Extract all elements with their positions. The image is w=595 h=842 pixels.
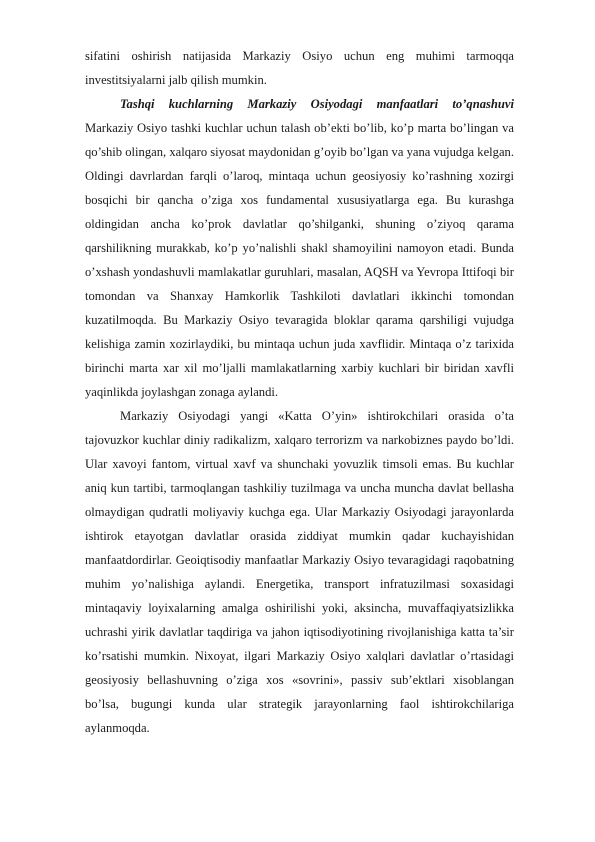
section-heading: Tashqi kuchlarning Markaziy Osiyodagi manfaatlari to’qnashuvi	[120, 97, 514, 111]
paragraph-great-game: Markaziy Osiyodagi yangi «Katta O’yin» ishtirokchilari orasida o’ta tajovuzkor kuchlar diniy radikalizm, xalqaro terrorizm va narkobiznes paydo bo’ldi. Ular xavoyi fantom, virtual xavf va shunchaki yovuzlik timsoli emas. Bu kuchlar aniq kun tartibi, tarmoqlangan tashkiliy tuzilmaga va uncha muncha davlat bellasha olmaydigan qudratli moliyaviy kuchga ega. Ular Markaziy Osiyodagi jarayonlarda ishtirok etayotgan davlatlar orasida ziddiyat mumkin qadar kuchayishidan manfaatdordirlar. Geoiqtisodiy manfaatlar Markaziy Osiyo tevaragidagi raqobatning muhim yo’nalishiga aylandi. Energetika, transport infratuzilmasi soxasidagi mintaqaviy loyixalarning amalga oshirilishi yoki, aksincha, muvaffaqiyatsizlikka uchrashi yirik davlatlar taqdiriga va jahon iqtisodiyotining rivojlanishiga katta ta’sir ko’rsatishi mumkin. Nixoyat, ilgari Markaziy Osiyo xalqlari davlatlar o’rtasidagi geosiyosiy bellashuvning o’ziga xos «sovrini», passiv sub’ektlari xisoblangan bo’lsa, bugungi kunda ular strategik jarayonlarning faol ishtirokchilariga aylanmoqda.	[85, 409, 514, 735]
paragraph-central-asia-competition: Markaziy Osiyo tashki kuchlar uchun talash ob’ekti bo’lib, ko’p marta bo’lingan va qo’shib olingan, xalqaro siyosat maydonidan g’oyib bo’lgan va yana vujudga kelgan. Oldingi davrlardan farqli o’laroq, mintaqa uchun geosiyosiy ko’rashning xozirgi bosqichi bir qancha o’ziga xos fundamental xususiyatlarga ega. Bu kurashga oldingidan ancha ko’prok davlatlar qo’shilganki, shuning o’ziyoq qarama qarshilikning murakkab, ko’p yo’nalishli shakl shamoyilini namoyon etadi. Bunda o’xshash yondashuvli mamlakatlar guruhlari, masalan, AQSH va Yevropa Ittifoqi bir tomondan va Shanxay Hamkorlik Tashkiloti davlatlari ikkinchi tomondan kuzatilmoqda. Bu Markaziy Osiyo tevaragida bloklar qarama qarshiligi vujudga kelishiga zamin xozirlaydiki, bu mintaqa uchun juda xavflidir. Mintaqa o’z tarixida birinchi marta xar xil mo’ljalli mamlakatlarning xarbiy kuchlari bir biridan xavfli yaqinlikda joylashgan zonaga aylandi.	[85, 121, 514, 399]
document-page	[85, 44, 514, 740]
paragraph-intro: sifatini oshirish natijasida Markaziy Osiyo uchun eng muhimi tarmoqqa investitsiyalarni jalb qilish mumkin.	[85, 49, 514, 87]
